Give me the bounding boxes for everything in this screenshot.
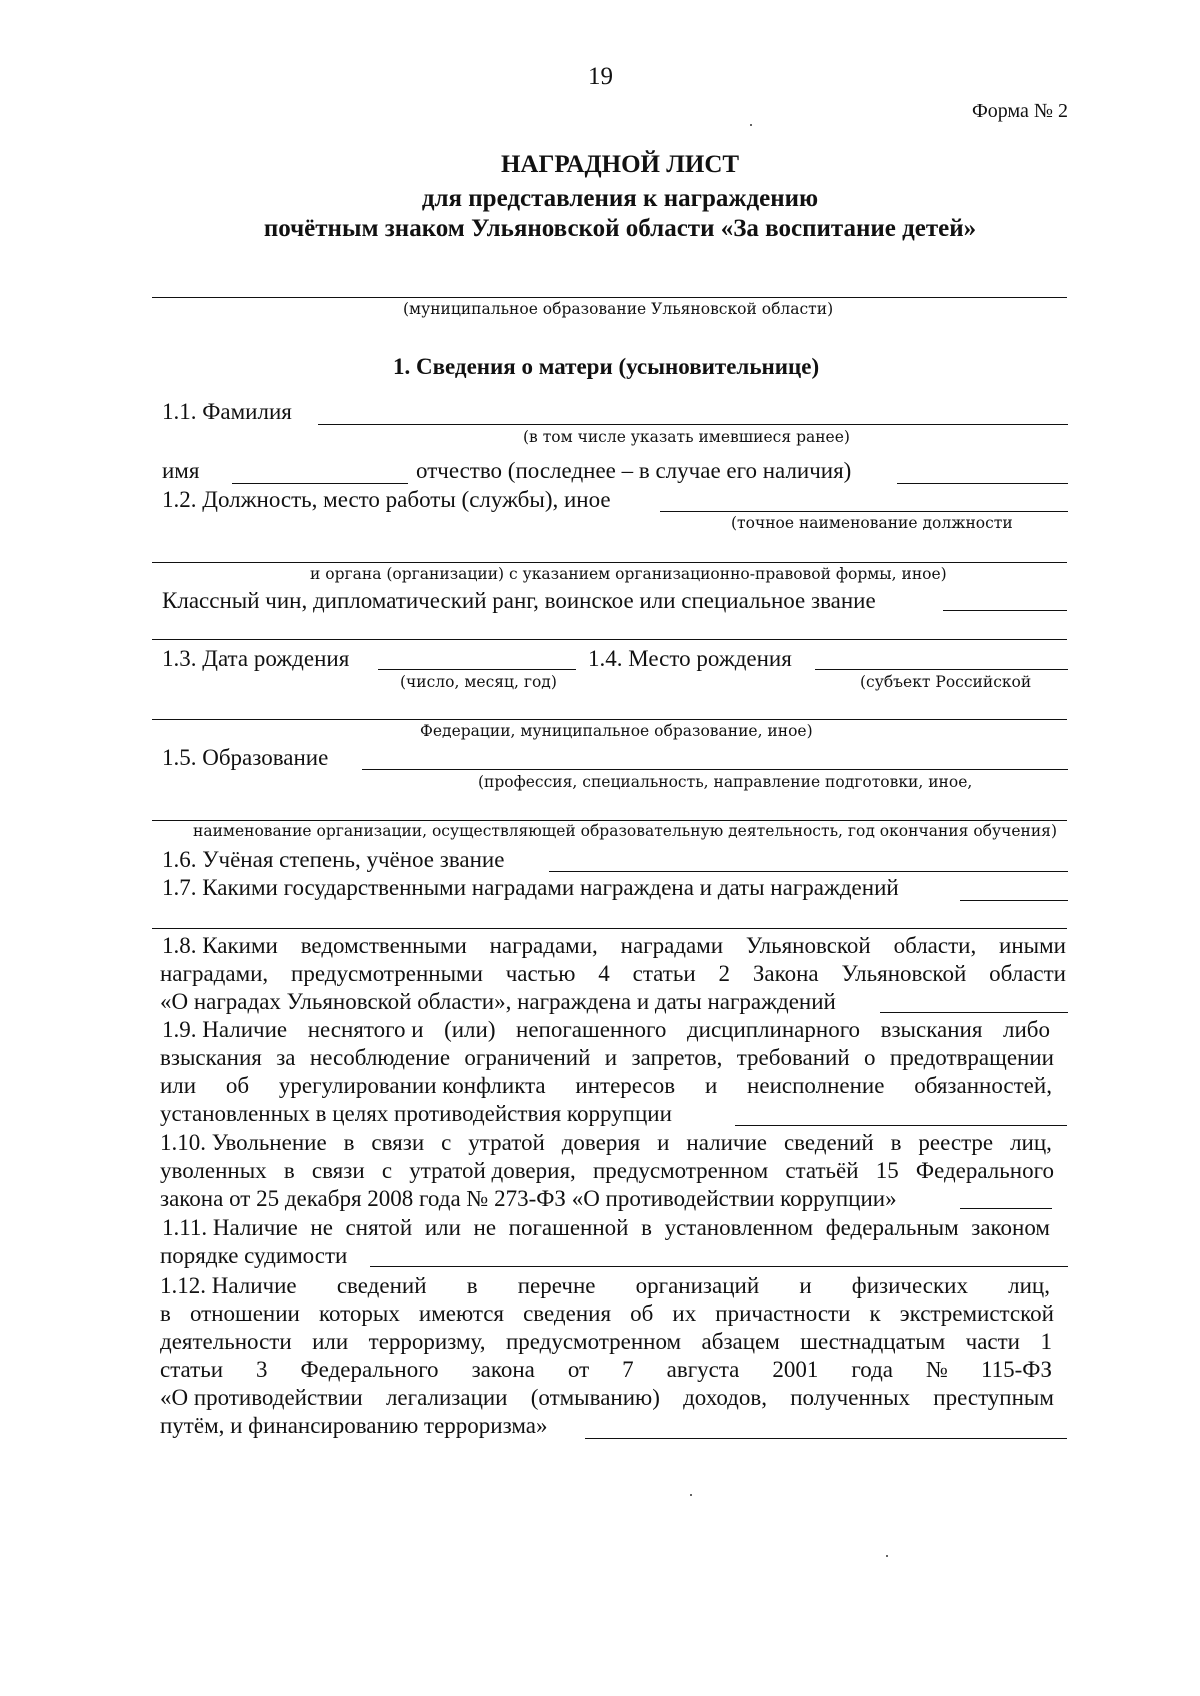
word: взыскания	[160, 1045, 262, 1070]
word: Ульяновской	[745, 933, 871, 958]
word: и	[657, 1130, 670, 1155]
word: наградами	[620, 933, 724, 958]
word: непогашенного	[516, 1017, 667, 1042]
scan-speck	[886, 1555, 888, 1557]
word: урегулировании конфликта	[278, 1073, 546, 1098]
word: преступным	[933, 1385, 1054, 1410]
word: о	[864, 1045, 876, 1070]
word: Федерального	[915, 1158, 1054, 1183]
conviction-field-line[interactable]	[370, 1266, 1068, 1267]
word: 1.9. Наличие	[162, 1017, 288, 1042]
word: доходов,	[683, 1385, 767, 1410]
word: доверия	[561, 1130, 641, 1155]
word: 3	[256, 1357, 268, 1382]
word: или	[312, 1329, 349, 1354]
patronymic-field-line[interactable]	[897, 483, 1068, 484]
word: законом	[971, 1215, 1050, 1240]
organization-field-line[interactable]	[152, 562, 1067, 563]
word: организаций	[635, 1273, 760, 1298]
word: легализации	[385, 1385, 508, 1410]
word: от	[567, 1357, 590, 1382]
word: федеральным	[825, 1215, 959, 1240]
word: сведения	[523, 1301, 612, 1326]
word: иными	[999, 933, 1066, 958]
word: области	[989, 961, 1066, 986]
word: в	[283, 1158, 295, 1183]
education-field-line[interactable]	[362, 769, 1068, 770]
scan-speck	[690, 1494, 692, 1496]
word: в	[160, 1301, 171, 1326]
word: или	[160, 1073, 197, 1098]
word: к	[869, 1301, 881, 1326]
word: сведений	[783, 1130, 874, 1155]
dismissal-line-2	[160, 1159, 1054, 1182]
word: не	[310, 1215, 333, 1240]
birth-date-label: 1.3. Дата рождения	[162, 646, 350, 671]
word: предусмотренном	[505, 1329, 682, 1354]
word: 1	[1040, 1329, 1052, 1354]
word: установленном	[664, 1215, 814, 1240]
word: 1.12. Наличие	[160, 1273, 297, 1298]
word: предотвращении	[889, 1045, 1054, 1070]
word: 1.10. Увольнение	[160, 1130, 327, 1155]
municipality-caption: (муниципальное образование Ульяновской области)	[403, 300, 834, 318]
word: полученных	[790, 1385, 911, 1410]
document-subtitle: для представления к награждению	[421, 185, 819, 212]
word: сведений	[336, 1273, 427, 1298]
word: 1.11. Наличие	[162, 1215, 298, 1240]
word: связи	[371, 1130, 425, 1155]
state-awards-field-line[interactable]	[960, 900, 1068, 901]
word: частью	[505, 961, 576, 986]
word: взыскания	[880, 1017, 983, 1042]
extremism-line-5	[160, 1386, 1054, 1409]
word: уволенных	[160, 1158, 267, 1183]
word: статьи	[160, 1357, 224, 1382]
word: и	[704, 1073, 718, 1098]
surname-label: 1.1. Фамилия	[162, 399, 292, 424]
state-awards-label: 1.7. Какими государственными наградами награждена и даты награждений	[162, 875, 899, 900]
dismissal-line-1	[160, 1131, 1052, 1154]
surname-field-line[interactable]	[318, 424, 1068, 425]
word: неисполнение	[747, 1073, 885, 1098]
birth-place-caption: (субъект Российской	[860, 673, 1032, 691]
word: об	[630, 1301, 654, 1326]
extremism-line-4	[160, 1358, 1052, 1381]
word: (или)	[444, 1017, 496, 1042]
word: в	[466, 1273, 478, 1298]
page-number: 19	[588, 63, 613, 90]
word: «О противодействии	[160, 1385, 363, 1410]
conviction-line-1	[162, 1216, 1050, 1239]
word: причастности	[715, 1301, 851, 1326]
word: Ульяновской	[841, 961, 967, 986]
word: деятельности	[160, 1329, 292, 1354]
word: не	[473, 1215, 497, 1240]
word: 7	[622, 1357, 634, 1382]
academic-degree-field-line[interactable]	[549, 871, 1068, 872]
word: утратой доверия,	[409, 1158, 576, 1183]
disciplinary-line-4: установленных в целях противодействия коррупции	[160, 1101, 672, 1126]
organization-caption: и органа (организации) с указанием организационно-правовой формы, иное)	[310, 565, 947, 583]
word: ведомственными	[300, 933, 467, 958]
word: Закона	[752, 961, 819, 986]
document-subtitle-award: почётным знаком Ульяновской области «За воспитание детей»	[263, 215, 977, 242]
word: Федерального	[300, 1357, 439, 1382]
academic-degree-label: 1.6. Учёная степень, учёное звание	[162, 847, 505, 872]
word: 115-ФЗ	[980, 1357, 1052, 1382]
extremism-line-2	[160, 1302, 1054, 1325]
extremism-line-1	[160, 1274, 1050, 1297]
position-field-line[interactable]	[660, 511, 1068, 512]
document-title: НАГРАДНОЙ ЛИСТ	[500, 151, 740, 178]
word: которых	[318, 1301, 400, 1326]
word: в	[343, 1130, 355, 1155]
word: наградами,	[160, 961, 269, 986]
word: с	[381, 1158, 393, 1183]
word: статьи	[632, 961, 696, 986]
word: ограничений	[464, 1045, 591, 1070]
position-caption: (точное наименование должности	[731, 514, 1013, 532]
dismissal-field-line[interactable]	[960, 1208, 1052, 1209]
word: терроризму,	[368, 1329, 486, 1354]
departmental-awards-line-3: «О наградах Ульяновской области», награждена и даты награждений	[160, 989, 836, 1014]
disciplinary-line-3	[160, 1074, 1052, 1097]
education-caption-2: наименование организации, осуществляющей образовательную деятельность, год окончания обучения)	[193, 822, 1058, 840]
position-label: 1.2. Должность, место работы (службы), иное	[162, 487, 611, 512]
word: утратой	[468, 1130, 545, 1155]
word: 15	[875, 1158, 899, 1183]
word: и	[604, 1045, 618, 1070]
word: неснятого и	[307, 1017, 424, 1042]
word: погашенной	[508, 1215, 629, 1240]
word: 2001	[772, 1357, 819, 1382]
birth-date-caption: (число, месяц, год)	[400, 673, 557, 691]
rank-field-line[interactable]	[943, 610, 1067, 611]
section-heading: 1. Сведения о матери (усыновительнице)	[393, 354, 820, 379]
word: 2	[718, 961, 730, 986]
word: в	[890, 1130, 902, 1155]
word: 4	[598, 961, 610, 986]
departmental-awards-line-1	[162, 934, 1066, 957]
word: года	[851, 1357, 894, 1382]
extremism-line-6: путём, и финансированию терроризма»	[160, 1413, 548, 1438]
word: физических	[851, 1273, 968, 1298]
word: шестнадцатым	[800, 1329, 946, 1354]
state-awards-field-line-2[interactable]	[152, 928, 1067, 929]
birth-place-field-line-2[interactable]	[152, 719, 1067, 720]
education-field-line-2[interactable]	[152, 820, 1067, 821]
rank-label: Классный чин, дипломатический ранг, воинское или специальное звание	[162, 588, 876, 613]
rank-field-line-2[interactable]	[152, 639, 1067, 640]
patronymic-label: отчество (последнее – в случае его наличия)	[416, 458, 852, 483]
word: лиц,	[1010, 1130, 1052, 1155]
departmental-awards-line-2	[160, 962, 1066, 985]
name-label: имя	[162, 458, 200, 483]
word: реестре	[918, 1130, 994, 1155]
word: закона	[471, 1357, 535, 1382]
disciplinary-line-2	[160, 1046, 1054, 1069]
dismissal-line-3: закона от 25 декабря 2008 года № 273-ФЗ «О противодействии коррупции»	[160, 1186, 897, 1211]
birth-place-field-line[interactable]	[815, 669, 1068, 670]
word: запретов,	[631, 1045, 723, 1070]
word: и	[799, 1273, 812, 1298]
surname-caption: (в том числе указать имевшиеся ранее)	[523, 428, 850, 446]
municipality-field-line[interactable]	[152, 297, 1067, 298]
word: их	[672, 1301, 697, 1326]
form-number: Форма № 2	[972, 100, 1068, 122]
word: несоблюдение	[309, 1045, 451, 1070]
education-label: 1.5. Образование	[162, 745, 329, 770]
birth-place-caption-2: Федерации, муниципальное образование, иное)	[420, 722, 813, 740]
word: предусмотренном	[592, 1158, 769, 1183]
word: перечне	[517, 1273, 596, 1298]
word: дисциплинарного	[686, 1017, 861, 1042]
word: в	[641, 1215, 652, 1240]
word: обязанностей,	[914, 1073, 1052, 1098]
name-field-line[interactable]	[232, 483, 408, 484]
word: части	[965, 1329, 1020, 1354]
word: статьёй	[785, 1158, 859, 1183]
word: предусмотренными	[291, 961, 483, 986]
word: либо	[1002, 1017, 1050, 1042]
word: имеются	[418, 1301, 504, 1326]
word: 1.8. Какими	[162, 933, 278, 958]
word: наличие	[686, 1130, 768, 1155]
word: абзацем	[701, 1329, 780, 1354]
word: №	[926, 1357, 948, 1382]
departmental-awards-field-line[interactable]	[880, 1012, 1068, 1013]
word: лиц,	[1008, 1273, 1050, 1298]
word: снятой	[345, 1215, 413, 1240]
birth-place-label: 1.4. Место рождения	[588, 646, 792, 671]
scan-speck	[750, 124, 752, 126]
disciplinary-field-line[interactable]	[735, 1125, 1067, 1126]
disciplinary-line-1	[162, 1018, 1050, 1041]
word: об	[225, 1073, 250, 1098]
word: области,	[893, 933, 977, 958]
word: с	[441, 1130, 452, 1155]
extremism-line-3	[160, 1330, 1052, 1353]
word: или	[424, 1215, 461, 1240]
word: связи	[311, 1158, 365, 1183]
conviction-line-2: порядке судимости	[160, 1243, 348, 1268]
word: интересов	[575, 1073, 676, 1098]
word: наградами,	[489, 933, 598, 958]
word: экстремистской	[899, 1301, 1054, 1326]
word: требований	[736, 1045, 850, 1070]
word: отношении	[189, 1301, 300, 1326]
birth-date-field-line[interactable]	[378, 669, 576, 670]
word: (отмыванию)	[530, 1385, 660, 1410]
word: за	[276, 1045, 296, 1070]
education-caption: (профессия, специальность, направление подготовки, иное,	[478, 773, 973, 791]
extremism-field-line[interactable]	[585, 1438, 1067, 1439]
word: августа	[666, 1357, 740, 1382]
